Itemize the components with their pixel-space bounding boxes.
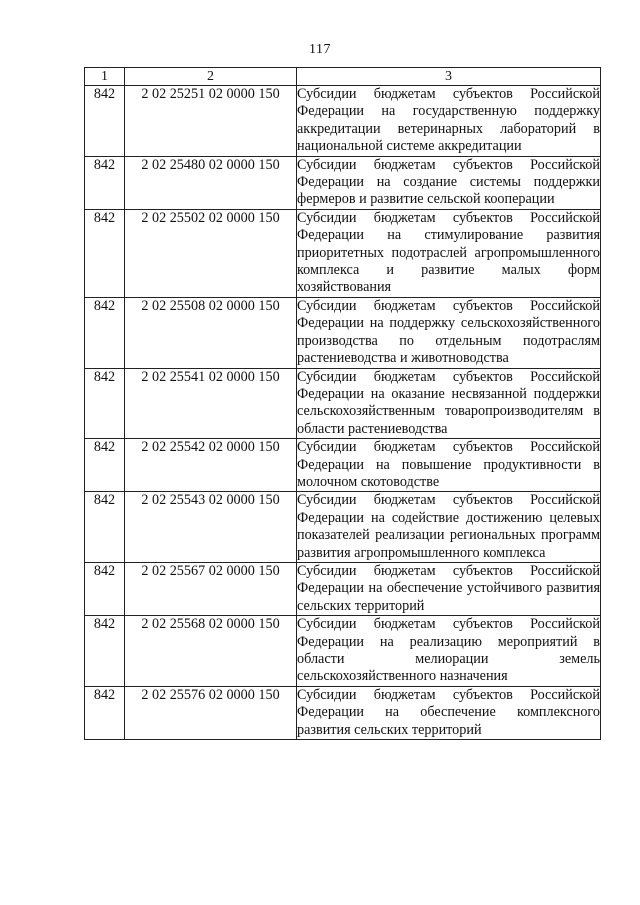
revenue-name-cell: Субсидии бюджетам субъектов Российской Федерации на обеспечение устойчивого развития сельских территорий: [297, 562, 600, 614]
table-row: [85, 492, 601, 563]
revenue-name-cell: Субсидии бюджетам субъектов Российской Федерации на поддержку сельскохозяйственного производства по отдельным подотраслям растениеводства и животноводства: [297, 297, 600, 367]
column-header-2: 2: [125, 68, 297, 86]
revenue-name-cell: Субсидии бюджетам субъектов Российской Федерации на государственную поддержку аккредитации ветеринарных лабораторий в национальной системе аккредитации: [297, 86, 600, 155]
admin-code-cell: 842: [85, 439, 125, 492]
budget-code-cell: 2 02 25568 02 0000 150: [125, 616, 297, 687]
budget-revenue-table: [84, 67, 601, 740]
admin-code-cell: 842: [85, 156, 125, 209]
table-row: [85, 686, 601, 739]
admin-code-cell: 842: [85, 492, 125, 563]
table-row: [85, 562, 601, 615]
budget-code-cell: 2 02 25543 02 0000 150: [125, 492, 297, 563]
table-row: [85, 368, 601, 439]
table-row: [85, 86, 601, 157]
revenue-name-cell: Субсидии бюджетам субъектов Российской Федерации на оказание несвязанной поддержки сельскохозяйственным товаропроизводителям в области растениеводства: [297, 368, 600, 437]
revenue-name-cell: Субсидии бюджетам субъектов Российской Федерации на повышение продуктивности в молочном скотоводстве: [297, 439, 600, 490]
budget-code-cell: 2 02 25508 02 0000 150: [125, 297, 297, 368]
admin-code-cell: 842: [85, 86, 125, 157]
admin-code-cell: 842: [85, 368, 125, 439]
admin-code-cell: 842: [85, 616, 125, 687]
revenue-name-cell: Субсидии бюджетам субъектов Российской Федерации на обеспечение комплексного развития сельских территорий: [297, 686, 600, 738]
revenue-name-cell: Субсидии бюджетам субъектов Российской Федерации на создание системы поддержки фермеров и развитие сельской кооперации: [297, 156, 600, 208]
revenue-name-cell: Субсидии бюджетам субъектов Российской Федерации на стимулирование развития приоритетных подотраслей агропромышленного комплекса и развитие малых форм хозяйствования: [297, 209, 600, 296]
table-row: [85, 439, 601, 492]
table-row: [85, 209, 601, 297]
revenue-name-cell: Субсидии бюджетам субъектов Российской Федерации на содействие достижению целевых показателей реализации региональных программ развития агропромышленного комплекса: [297, 492, 600, 561]
revenue-name-cell: Субсидии бюджетам субъектов Российской Федерации на реализацию мероприятий в области мелиорации земель сельскохозяйственного назначения: [297, 616, 600, 685]
column-header-1: 1: [85, 68, 125, 86]
budget-code-cell: 2 02 25480 02 0000 150: [125, 156, 297, 209]
page-number: 117: [309, 42, 331, 57]
budget-code-cell: 2 02 25541 02 0000 150: [125, 368, 297, 439]
admin-code-cell: 842: [85, 209, 125, 297]
table-header-row: [85, 68, 601, 86]
table-row: [85, 156, 601, 209]
admin-code-cell: 842: [85, 686, 125, 739]
budget-code-cell: 2 02 25502 02 0000 150: [125, 209, 297, 297]
column-header-3: 3: [297, 68, 601, 86]
admin-code-cell: 842: [85, 297, 125, 368]
table-row: [85, 297, 601, 368]
budget-code-cell: 2 02 25542 02 0000 150: [125, 439, 297, 492]
budget-code-cell: 2 02 25567 02 0000 150: [125, 562, 297, 615]
budget-code-cell: 2 02 25576 02 0000 150: [125, 686, 297, 739]
admin-code-cell: 842: [85, 562, 125, 615]
table-row: [85, 616, 601, 687]
budget-code-cell: 2 02 25251 02 0000 150: [125, 86, 297, 157]
